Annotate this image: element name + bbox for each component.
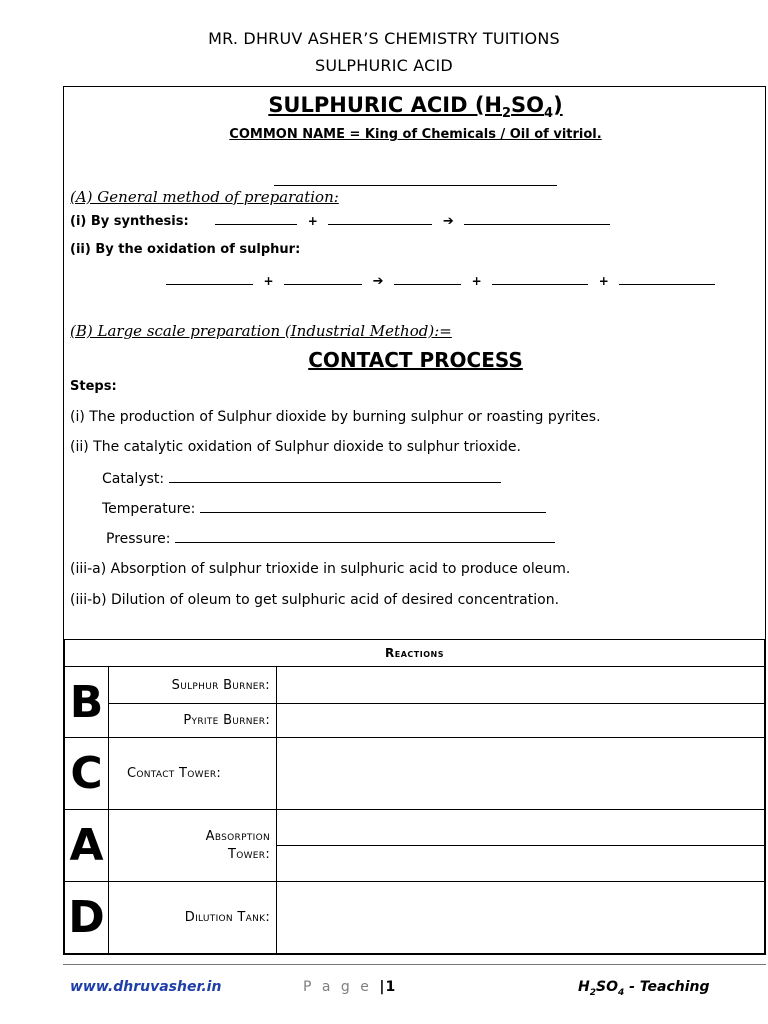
catalyst-row	[102, 470, 501, 487]
section-a-heading: (A) General method of preparation:	[70, 188, 339, 206]
section-b-heading: (B) Large scale preparation (Industrial Method):=	[70, 322, 452, 340]
stage-letter-c: C	[65, 738, 109, 810]
oxidation-label: (ii) By the oxidation of sulphur:	[70, 242, 301, 257]
reactions-heading: Reactions	[65, 640, 765, 667]
synthesis-blank-2[interactable]	[328, 212, 432, 225]
contact-tower-answer[interactable]	[277, 738, 765, 810]
synthesis-blank-1[interactable]	[215, 212, 297, 225]
oxidation-blank-3[interactable]	[394, 272, 461, 285]
oxidation-blank-2[interactable]	[284, 272, 362, 285]
synthesis-row	[70, 212, 610, 229]
common-name: COMMON NAME = King of Chemicals / Oil of vitriol.	[229, 127, 602, 142]
absorption-tower-answer[interactable]	[277, 810, 765, 882]
header-title: MR. DHRUV ASHER’S CHEMISTRY TUITIONS	[208, 29, 560, 48]
step-3a: (iii-a) Absorption of sulphur trioxide in sulphuric acid to produce oleum.	[70, 561, 571, 577]
synthesis-blank-3[interactable]	[464, 212, 610, 225]
absorption-tower-label	[109, 810, 277, 882]
steps-label: Steps:	[70, 379, 117, 394]
plus-sign: +	[263, 274, 274, 288]
oxidation-blank-1[interactable]	[166, 272, 253, 285]
oxidation-row	[166, 272, 715, 289]
catalyst-blank[interactable]	[169, 470, 501, 483]
pressure-label: Pressure:	[106, 531, 171, 547]
answer-divider	[277, 845, 764, 846]
stage-letter-d: D	[65, 882, 109, 954]
dilution-tank-answer[interactable]	[277, 882, 765, 954]
footer-topic: $H_2SO_4$ - Teaching	[578, 979, 710, 998]
plus-sign: +	[307, 214, 318, 228]
absorption-label-line2: Tower:	[227, 847, 270, 862]
arrow-icon: ➔	[442, 214, 454, 229]
plus-sign: +	[598, 274, 609, 288]
absorption-label-line1: Absorption	[205, 829, 270, 844]
page-number: P a g e |1	[303, 979, 397, 995]
answer-line[interactable]	[274, 185, 557, 186]
catalyst-label: Catalyst:	[102, 471, 165, 487]
temperature-row	[102, 500, 546, 517]
sulphur-burner-label: Sulphur Burner:	[109, 667, 277, 704]
plus-sign: +	[471, 274, 482, 288]
pressure-row	[106, 530, 555, 547]
pressure-blank[interactable]	[175, 530, 555, 543]
main-title: SULPHURIC ACID $(H_2SO_4)$	[268, 93, 563, 122]
stage-letter-b: B	[65, 667, 109, 738]
pyrite-burner-answer[interactable]	[277, 704, 765, 738]
contact-process-title: CONTACT PROCESS	[308, 348, 523, 372]
step-1: (i) The production of Sulphur dioxide by burning sulphur or roasting pyrites.	[70, 409, 601, 425]
website-link[interactable]: www.dhruvasher.in	[70, 979, 222, 995]
temperature-label: Temperature:	[102, 501, 196, 517]
contact-tower-label: Contact Tower:	[109, 738, 277, 810]
worksheet-box	[63, 86, 766, 955]
arrow-icon: ➔	[372, 274, 384, 289]
step-2: (ii) The catalytic oxidation of Sulphur dioxide to sulphur trioxide.	[70, 439, 521, 455]
reactions-table	[64, 639, 765, 954]
header-subtitle: SULPHURIC ACID	[315, 56, 453, 75]
oxidation-blank-5[interactable]	[619, 272, 715, 285]
temperature-blank[interactable]	[200, 500, 546, 513]
pyrite-burner-label: Pyrite Burner:	[109, 704, 277, 738]
sulphur-burner-answer[interactable]	[277, 667, 765, 704]
stage-letter-a: A	[65, 810, 109, 882]
synthesis-label: (i) By synthesis:	[70, 214, 189, 229]
footer-divider	[63, 964, 766, 965]
oxidation-blank-4[interactable]	[492, 272, 588, 285]
step-3b: (iii-b) Dilution of oleum to get sulphuric acid of desired concentration.	[70, 592, 560, 608]
dilution-tank-label: Dilution Tank:	[109, 882, 277, 954]
